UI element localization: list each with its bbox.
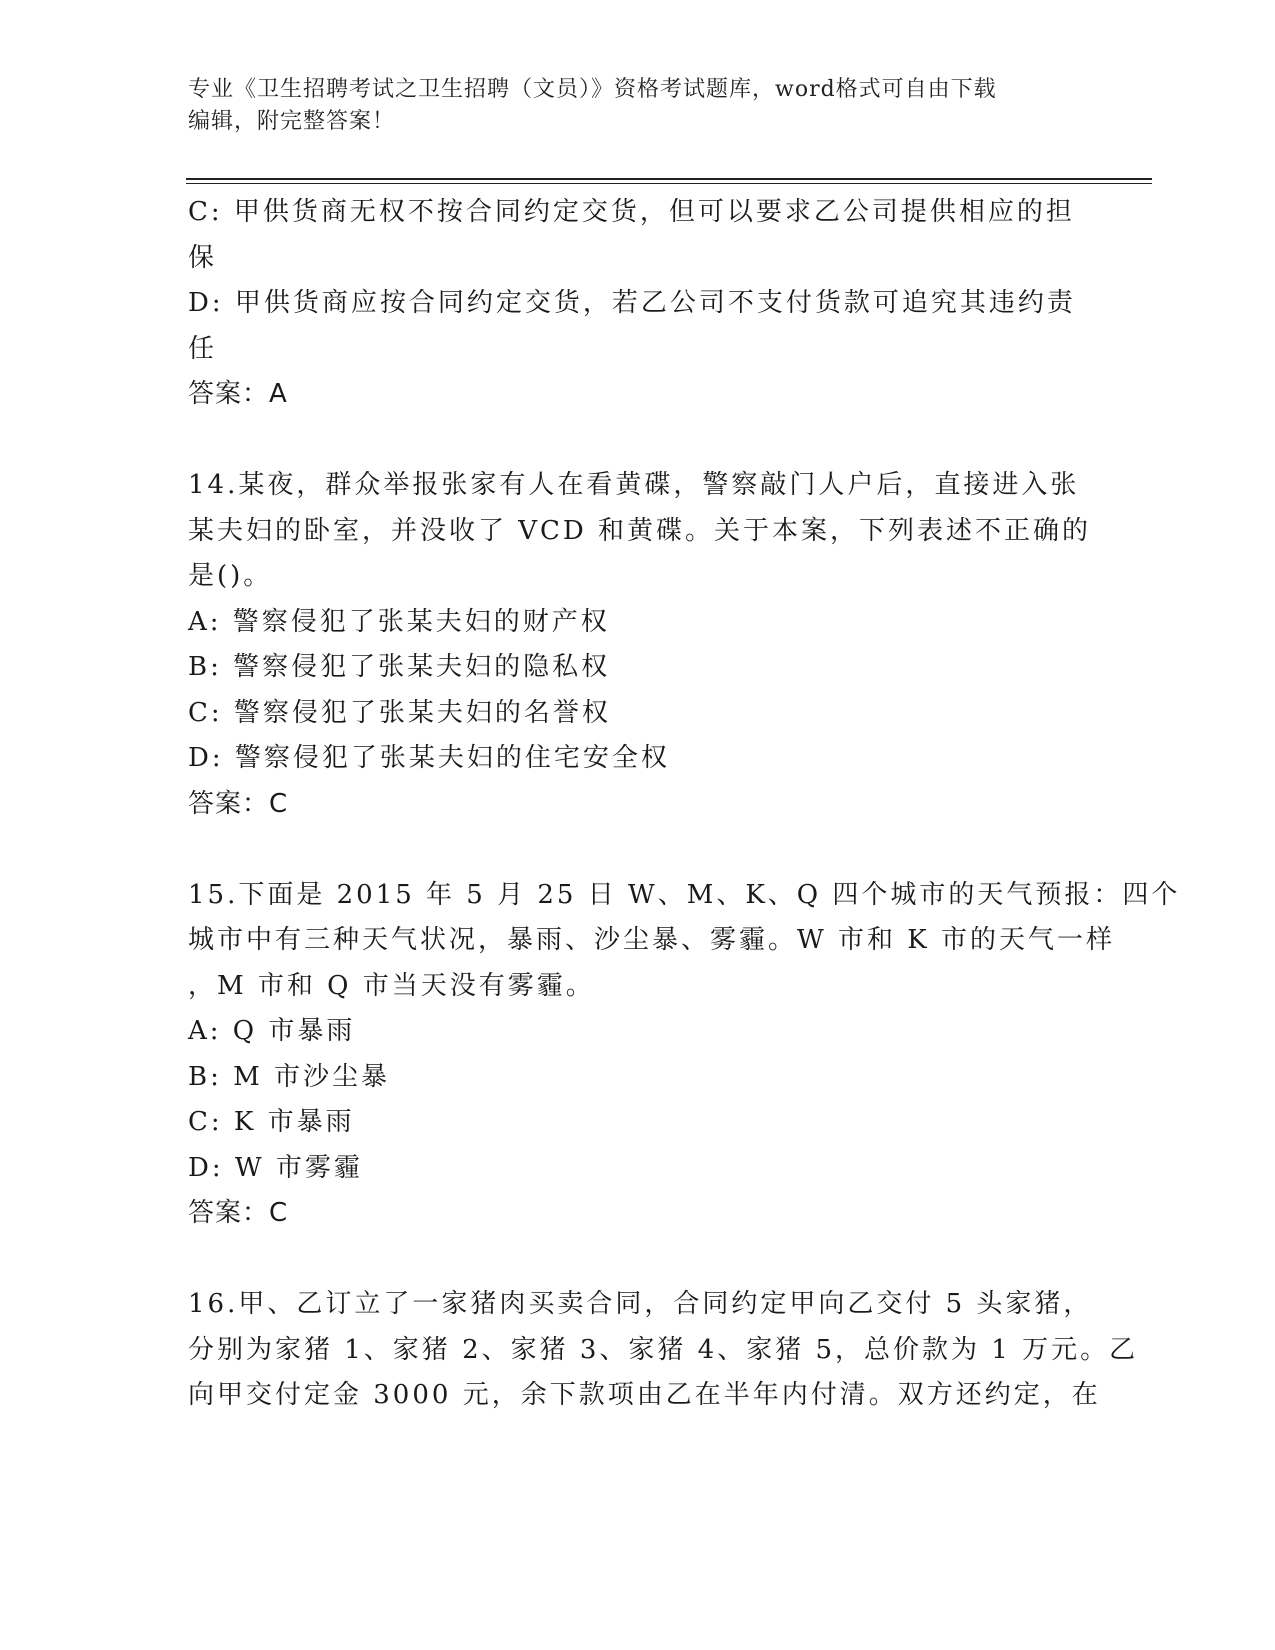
header-divider-top (186, 178, 1152, 180)
q16-stem-line2: 分别为家猪 1、家猪 2、家猪 3、家猪 4、家猪 5，总价款为 1 万元。乙 (188, 1334, 1139, 1365)
q14-option-a: A: 警察侵犯了张某夫妇的财产权 (188, 606, 610, 637)
q14-option-b: B: 警察侵犯了张某夫妇的隐私权 (188, 652, 611, 682)
q15-option-c: C: K 市暴雨 (188, 1107, 355, 1137)
q13-option-c-line2: 保 (188, 242, 218, 273)
q15-stem-line1: 15.下面是 2015 年 5 月 25 日 W、M、K、Q 四个城市的天气预报：四个 (188, 879, 1181, 910)
q16-stem-line1: 16.甲、乙订立了一家猪肉买卖合同，合同约定甲向乙交付 5 头家猪， (188, 1289, 1093, 1319)
spacer (188, 827, 1088, 873)
q13-option-d-line1: D: 甲供货商应按合同约定交货，若乙公司不支付货款可追究其违约责 (188, 288, 1076, 318)
header-line-2: 编辑，附完整答案！ (188, 109, 396, 134)
page-header (188, 74, 1088, 138)
question-14 (188, 463, 1092, 827)
q14-option-d: D: 警察侵犯了张某夫妇的住宅安全权 (188, 743, 670, 773)
q14-option-c: C: 警察侵犯了张某夫妇的名誉权 (188, 697, 611, 728)
q15-stem-line3: ，M 市和 Q 市当天没有雾霾。 (188, 970, 595, 1001)
q13-answer: 答案：A (188, 379, 288, 409)
q15-stem-line2: 城市中有三种天气状况，暴雨、沙尘暴、雾霾。W 市和 K 市的天气一样 (188, 925, 1115, 955)
question-13-tail (188, 190, 1088, 418)
q14-answer: 答案：C (188, 788, 289, 819)
question-15 (188, 873, 1181, 1237)
q15-option-b: B: M 市沙尘暴 (188, 1061, 391, 1092)
q13-option-c-line1: C: 甲供货商无权不按合同约定交货，但可以要求乙公司提供相应的担 (188, 197, 1075, 227)
question-16 (188, 1282, 1139, 1419)
q15-option-a: A: Q 市暴雨 (188, 1016, 356, 1046)
spacer (188, 1237, 1088, 1283)
q14-stem-line1: 14.某夜，群众举报张家有人在看黄碟，警察敲门人户后，直接进入张 (188, 470, 1080, 500)
q16-stem-line3: 向甲交付定金 3000 元，余下款项由乙在半年内付清。双方还约定，在 (188, 1380, 1101, 1410)
q14-stem-line3: 是()。 (188, 561, 273, 591)
header-divider-bottom (186, 183, 1152, 184)
q13-option-d-line2: 任 (188, 333, 218, 364)
spacer (188, 418, 1088, 464)
q14-stem-line2: 某夫妇的卧室，并没收了 VCD 和黄碟。关于本案，下列表述不正确的 (188, 515, 1092, 546)
q15-answer: 答案：C (188, 1198, 289, 1228)
header-line-1: 专业《卫生招聘考试之卫生招聘（文员）》资格考试题库，word格式可自由下载 (188, 77, 997, 102)
question-content (188, 190, 1181, 1419)
q15-option-d: D: W 市雾霾 (188, 1152, 363, 1183)
